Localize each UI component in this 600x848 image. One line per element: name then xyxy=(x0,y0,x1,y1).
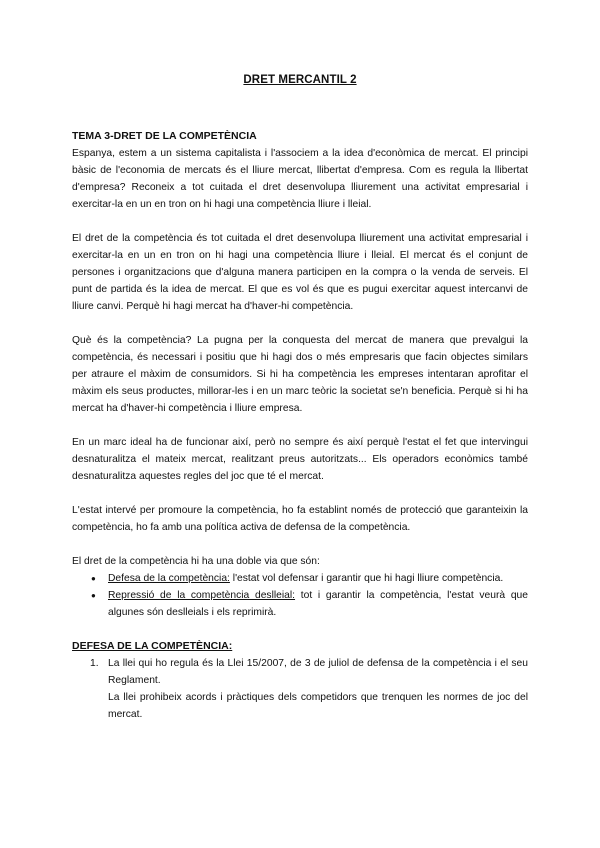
list-item xyxy=(91,587,528,621)
paragraph-6: El dret de la competència hi ha una doble via que són: xyxy=(72,556,320,567)
document-title: DRET MERCANTIL 2 xyxy=(243,74,357,86)
bullet-label: Defesa de la competència: xyxy=(108,573,230,584)
paragraph-1: Espanya, estem a un sistema capitalista i l'associem a la idea d'econòmica de mercat. El principi bàsic de l'economia de mercats és el lliure mercat, llibertat d'empresa. Com es regula la llibertat d'empresa? Reconeix a tot cuitada el dret desenvolupa lliurement una activitat empresarial i exercitar-la en un en tron on hi hagi una competència lliure i lleial. xyxy=(72,148,528,210)
section-title-defesa: DEFESA DE LA COMPETÈNCIA: xyxy=(72,640,233,652)
paragraph-2: El dret de la competència és tot cuitada el dret desenvolupa lliurement una activitat empresarial i exercitar-la en un en tron on hi hagi una competència lliure i lleial. El mercat és el conjunt de persones i organitzacions que d'alguna manera participen en la compra o la venda de serveis. El punt de partida és la idea de mercat. El que es vol és que es pugui exercitar aquest intercanvi de lliure canvi. Perquè hi hagi mercat ha d'haver-hi competència. xyxy=(72,233,528,312)
bullet-icon: ● xyxy=(91,574,96,583)
paragraph-5: L'estat intervé per promoure la competència, ho fa establint només de protecció que garanteixin la competència, ho fa amb una política activa de defensa de la competència. xyxy=(72,505,528,533)
bullet-icon: ● xyxy=(91,591,96,600)
list-item xyxy=(91,570,528,587)
item-number: 1. xyxy=(90,658,99,669)
bullet-text: tot i garantir la competència, l'estat veurà que algunes són deslleials i els reprimirà. xyxy=(108,590,528,618)
bullet-list xyxy=(72,570,528,621)
list-item xyxy=(90,655,528,723)
section-title-tema3: TEMA 3-DRET DE LA COMPETÈNCIA xyxy=(72,130,257,142)
item-extra-text: La llei prohibeix acords i pràctiques dels competidors que trenquen les normes de joc del mercat. xyxy=(108,692,528,720)
bullet-label: Repressió de la competència deslleial: xyxy=(108,590,296,601)
item-text: La llei qui ho regula és la Llei 15/2007, de 3 de juliol de defensa de la competència i el seu Reglament. xyxy=(108,658,528,686)
numbered-list xyxy=(72,655,528,723)
bullet-text: l'estat vol defensar i garantir que hi hagi lliure competència. xyxy=(229,573,504,584)
paragraph-3: Què és la competència? La pugna per la conquesta del mercat de manera que prevalgui la competència, és necessari i positiu que hi hagi dos o més empresaris que facin objectes similars per atraure el màxim de consumidors. Si hi ha competència les empreses intentaran aprofitar el màxim els seus productes, millorar-les i en un marc teòric la societat se'n beneficia. Perquè si hi ha mercat ha d'haver-hi competència i lliure empresa. xyxy=(72,335,528,414)
paragraph-4: En un marc ideal ha de funcionar així, però no sempre és així perquè l'estat el fet que intervingui desnaturalitza el mateix mercat, realitzant preus autoritzats... Els operadors econòmics també desnaturalitza aquestes regles del joc que té el mercat. xyxy=(72,437,528,482)
